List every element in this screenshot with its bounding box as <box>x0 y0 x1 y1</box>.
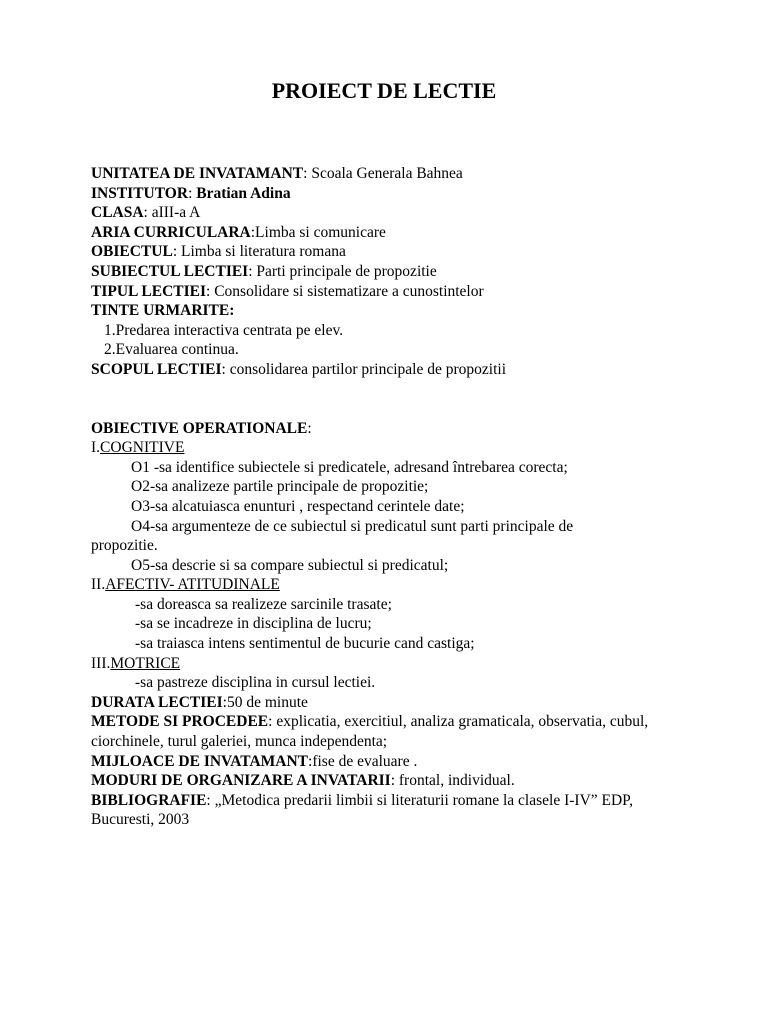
clasa-line <box>91 203 691 223</box>
scopul-label: SCOPUL LECTIEI <box>91 360 222 378</box>
obiective-sep: : <box>307 419 312 437</box>
afectiv-item: -sa se incadreze in disciplina de lucru; <box>135 615 372 633</box>
subiectul-value: : Parti principale de propozitie <box>248 262 437 280</box>
motrice-label: MOTRICE <box>110 654 181 672</box>
motrice-heading <box>91 654 691 674</box>
clasa-value: : aIII-a A <box>143 204 201 222</box>
obiectul-value: : Limba si literatura romana <box>172 243 346 261</box>
moduri-line <box>91 771 691 791</box>
afectiv-label: AFECTIV- ATITUDINALE <box>105 576 280 594</box>
objective-item: O3-sa alcatuiasca enunturi , respectand cerintele date; <box>131 497 465 515</box>
metode-value: : explicatia, exercitiul, analiza gramaticala, observatia, cubul, ciorchinele, turul galeriei, munca independenta; <box>91 713 649 751</box>
objective-item: O5-sa descrie si sa compare subiectul si predicatul; <box>131 556 449 574</box>
moduri-label: MODURI DE ORGANIZARE A INVATARII <box>91 772 391 790</box>
subiectul-label: SUBIECTUL LECTIEI <box>91 262 249 280</box>
unitatea-label: UNITATEA DE INVATAMANT <box>91 165 304 182</box>
bibliografie-label: BIBLIOGRAFIE <box>91 791 207 809</box>
unitatea-line <box>91 164 691 184</box>
metode-label: METODE SI PROCEDEE <box>91 713 269 731</box>
scopul-value: : consolidarea partilor principale de propozitii <box>221 360 507 378</box>
tipul-value: : Consolidare si sistematizare a cunostintelor <box>206 282 484 300</box>
bibliografie-line <box>91 791 691 830</box>
tinte-line <box>91 301 691 321</box>
unitatea-value: : Scoala Generala Bahnea <box>303 165 463 182</box>
afectiv-item: -sa doreasca sa realizeze sarcinile trasate; <box>135 595 392 613</box>
durata-value: :50 de minute <box>222 693 308 711</box>
mijloace-value: :fise de evaluare . <box>308 752 418 770</box>
obiectul-line <box>91 242 691 262</box>
durata-line <box>91 693 691 713</box>
cognitive-label: COGNITIVE <box>100 439 185 457</box>
mijloace-label: MIJLOACE DE INVATAMANT <box>91 752 309 770</box>
clasa-label: CLASA <box>91 204 144 222</box>
moduri-value: : frontal, individual. <box>390 772 515 790</box>
tinte-label: TINTE URMARITE: <box>91 302 235 320</box>
institutor-line <box>91 184 691 204</box>
cognitive-prefix: I. <box>91 439 101 457</box>
metode-line <box>91 712 691 751</box>
aria-line <box>91 223 691 243</box>
tinte-item: 2.Evaluarea continua. <box>104 341 239 359</box>
subiectul-line <box>91 262 691 282</box>
mijloace-line <box>91 752 691 772</box>
scopul-line <box>91 360 691 380</box>
motrice-prefix: III. <box>91 654 111 672</box>
document-title: PROIECT DE LECTIE <box>271 78 497 103</box>
obiective-label: OBIECTIVE OPERATIONALE <box>91 419 308 437</box>
obiective-heading <box>91 419 691 439</box>
cognitive-heading <box>91 438 691 458</box>
objective-item: O2-sa analizeze partile principale de propozitie; <box>131 478 429 496</box>
aria-label: ARIA CURRICULARA <box>91 223 251 241</box>
institutor-label: INSTITUTOR <box>91 184 189 202</box>
aria-value: :Limba si comunicare <box>250 223 386 241</box>
tipul-label: TIPUL LECTIEI <box>91 282 207 300</box>
obiectul-label: OBIECTUL <box>91 243 173 261</box>
tipul-line <box>91 282 691 302</box>
tinte-item: 1.Predarea interactiva centrata pe elev. <box>104 321 344 339</box>
motrice-item: -sa pastreze disciplina in cursul lectiei. <box>135 674 376 692</box>
spacer <box>91 380 691 419</box>
bibliografie-value: : „Metodica predarii limbii si literaturii romane la clasele I-IV” EDP, Bucuresti, 2003 <box>91 791 633 829</box>
afectiv-heading <box>91 575 691 595</box>
durata-label: DURATA LECTIEI <box>91 693 223 711</box>
institutor-sep: : <box>188 184 197 202</box>
objective-item: O4-sa argumenteze de ce subiectul si predicatul sunt parti principale de <box>131 517 574 535</box>
objective-item-continuation: propozitie. <box>91 537 158 555</box>
afectiv-item: -sa traiasca intens sentimentul de bucurie cand castiga; <box>135 635 475 653</box>
document-body <box>91 164 691 830</box>
institutor-value: Bratian Adina <box>196 184 291 202</box>
afectiv-prefix: II. <box>91 576 106 594</box>
objective-item: O1 -sa identifice subiectele si predicatele, adresand întrebarea corecta; <box>131 458 568 476</box>
